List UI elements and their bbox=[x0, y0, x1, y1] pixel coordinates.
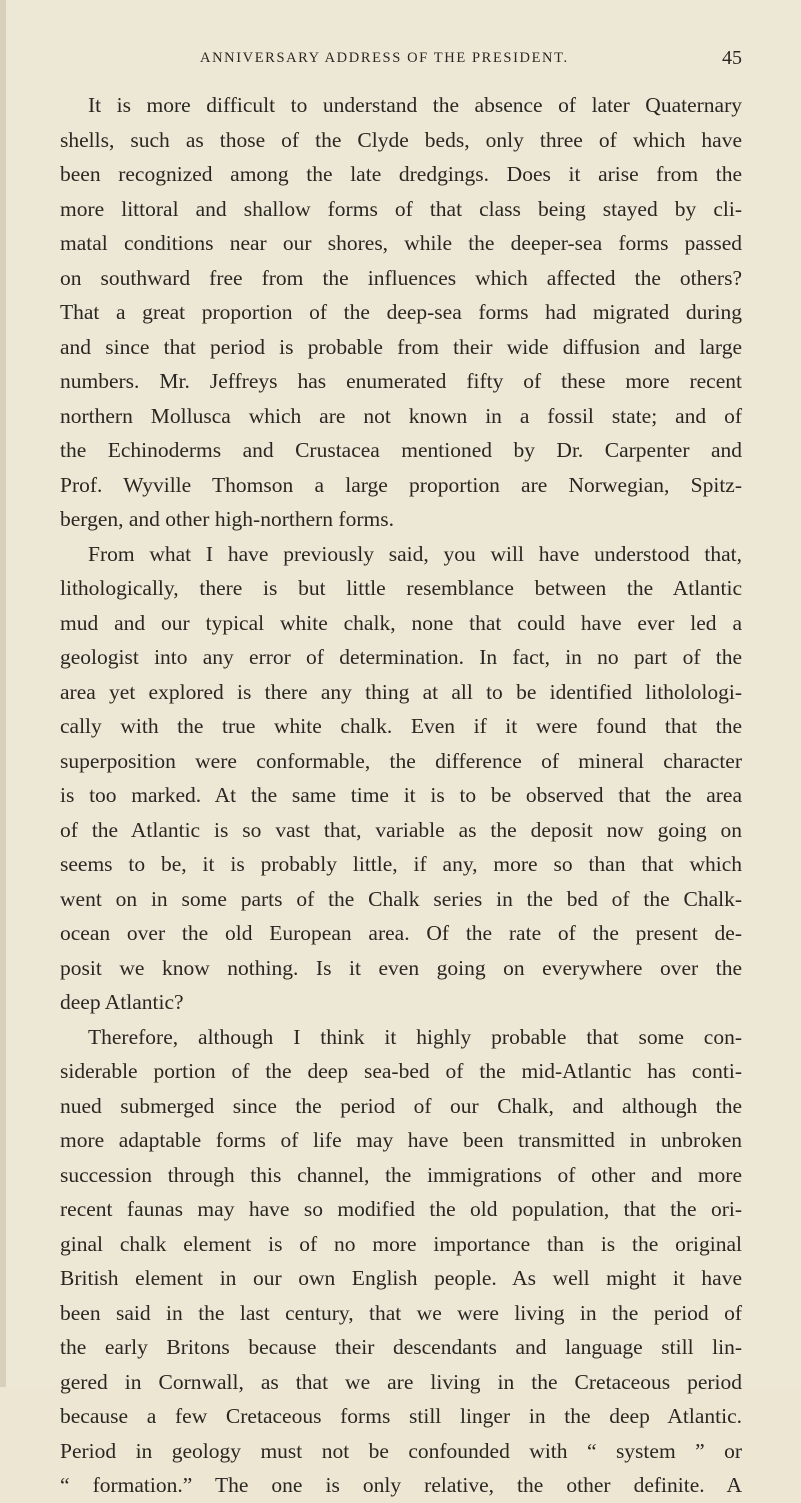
text-line: “ formation.” The one is only relative, the other definite. A bbox=[60, 1473, 742, 1497]
running-head bbox=[60, 47, 742, 80]
text-line: shells, such as those of the Clyde beds, only three of which have bbox=[60, 127, 742, 152]
text-line: because a few Cretaceous forms still linger in the deep Atlantic. bbox=[60, 1404, 742, 1428]
text-line: lithologically, there is but little resemblance between the Atlantic bbox=[60, 576, 742, 600]
text-line: posit we know nothing. Is it even going on everywhere over the bbox=[60, 955, 742, 980]
text-line: northern Mollusca which are not known in a fossil state; and of bbox=[60, 403, 742, 428]
text-line: been recognized among the late dredgings. Does it arise from the bbox=[60, 162, 742, 186]
text-line: bergen, and other high-northern forms. bbox=[60, 507, 394, 531]
text-line: From what I have previously said, you will have understood that, bbox=[88, 541, 742, 566]
text-line: Period in geology must not be confounded with “ system ” or bbox=[60, 1438, 742, 1463]
text-line: the early Britons because their descendants and language still lin- bbox=[60, 1335, 742, 1359]
text-line: cally with the true white chalk. Even if it were found that the bbox=[60, 714, 742, 738]
text-line: siderable portion of the deep sea-bed of the mid-Atlantic has conti- bbox=[60, 1059, 742, 1083]
text-line: Therefore, although I think it highly probable that some con- bbox=[88, 1024, 742, 1049]
text-line: It is more difficult to understand the absence of later Quaternary bbox=[88, 93, 742, 117]
text-line: geologist into any error of determination. In fact, in no part of the bbox=[60, 645, 742, 669]
text-line: deep Atlantic? bbox=[60, 990, 184, 1014]
text-line: nued submerged since the period of our Chalk, and although the bbox=[60, 1093, 742, 1118]
text-line: superposition were conformable, the difference of mineral character bbox=[60, 748, 742, 773]
text-line: matal conditions near our shores, while the deeper-sea forms passed bbox=[60, 231, 742, 255]
text-line: ocean over the old European area. Of the rate of the present de- bbox=[60, 921, 742, 945]
text-line: British element in our own English people. As well might it have bbox=[60, 1266, 742, 1290]
text-line: the Echinoderms and Crustacea mentioned by Dr. Carpenter and bbox=[60, 438, 742, 462]
text-line: and since that period is probable from their wide diffusion and large bbox=[60, 334, 742, 359]
text-line: area yet explored is there any thing at all to be identified litholologi- bbox=[60, 679, 742, 704]
text-line: seems to be, it is probably little, if any, more so than that which bbox=[60, 852, 742, 876]
text-line: mud and our typical white chalk, none that could have ever led a bbox=[60, 610, 742, 635]
text-line: went on in some parts of the Chalk series in the bed of the Chalk- bbox=[60, 886, 742, 911]
text-line: ginal chalk element is of no more importance than is the original bbox=[60, 1231, 742, 1256]
text-line: more adaptable forms of life may have been transmitted in unbroken bbox=[60, 1128, 742, 1152]
text-line: succession through this channel, the immigrations of other and more bbox=[60, 1162, 742, 1187]
body-text bbox=[60, 88, 742, 1503]
text-line: That a great proportion of the deep-sea forms had migrated during bbox=[60, 300, 742, 324]
text-line: gered in Cornwall, as that we are living in the Cretaceous period bbox=[60, 1369, 742, 1394]
text-line: numbers. Mr. Jeffreys has enumerated fifty of these more recent bbox=[60, 369, 742, 393]
page-edge-shadow bbox=[0, 0, 6, 1387]
running-title: ANNIVERSARY ADDRESS OF THE PRESIDENT. bbox=[200, 50, 569, 66]
text-line: is too marked. At the same time it is to be observed that the area bbox=[60, 783, 742, 807]
text-line: of the Atlantic is so vast that, variable as the deposit now going on bbox=[60, 817, 742, 842]
text-line: Prof. Wyville Thomson a large proportion are Norwegian, Spitz- bbox=[60, 472, 742, 497]
text-line: recent faunas may have so modified the old population, that the ori- bbox=[60, 1197, 742, 1221]
text-line: been said in the last century, that we were living in the period of bbox=[60, 1300, 742, 1325]
page-number: 45 bbox=[722, 47, 742, 69]
text-line: on southward free from the influences which affected the others? bbox=[60, 265, 742, 290]
text-line: more littoral and shallow forms of that class being stayed by cli- bbox=[60, 196, 742, 221]
